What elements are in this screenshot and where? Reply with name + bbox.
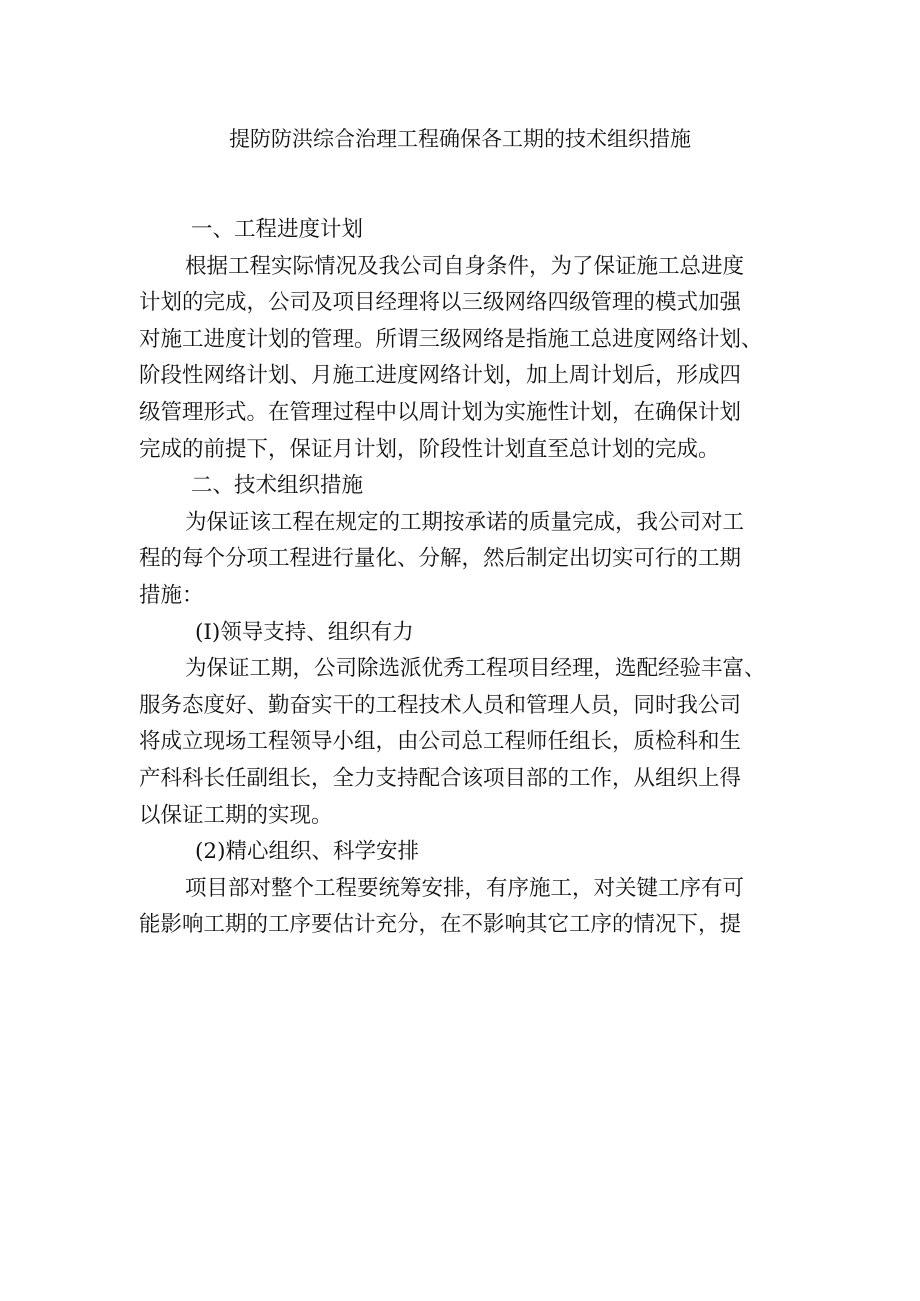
paragraph-line: 项目部对整个工程要统筹安排，有序施工，对关键工序有可 xyxy=(185,875,745,901)
paragraph-line: 产科科长任副组长，全力支持配合该项目部的工作，从组织上得 xyxy=(139,765,742,791)
subsection-heading-leadership: (I)领导支持、组织有力 xyxy=(195,619,414,645)
paragraph-line: 级管理形式。在管理过程中以周计划为实施性计划，在确保计划 xyxy=(139,399,742,425)
paragraph-line: 服务态度好、勤奋实干的工程技术人员和管理人员，同时我公司 xyxy=(139,692,742,718)
paragraph-line: 对施工进度计划的管理。所谓三级网络是指施工总进度网络计划、 xyxy=(139,326,763,352)
section-heading-schedule: 一、工程进度计划 xyxy=(191,217,364,242)
document-title: 提防防洪综合治理工程确保各工期的技术组织措施 xyxy=(229,127,691,151)
section-heading-technical-measures: 二、技术组织措施 xyxy=(191,473,364,499)
paragraph-line: 能影响工期的工序要估计充分，在不影响其它工序的情况下，提 xyxy=(139,912,742,938)
paragraph-line: 完成的前提下，保证月计划，阶段性计划直至总计划的完成。 xyxy=(139,436,720,462)
paragraph-line: 计划的完成，公司及项目经理将以三级网络四级管理的模式加强 xyxy=(139,290,742,316)
paragraph-line: 以保证工期的实现。 xyxy=(139,802,333,828)
paragraph-line: 阶段性网络计划、月施工进度网络计划，加上周计划后，形成四 xyxy=(139,363,742,389)
paragraph-line: 为保证工期，公司除选派优秀工程项目经理，选配经验丰富、 xyxy=(185,656,766,682)
paragraph-line: 根据工程实际情况及我公司自身条件，为了保证施工总进度 xyxy=(185,253,745,279)
paragraph-line: 为保证该工程在规定的工期按承诺的质量完成，我公司对工 xyxy=(185,509,745,535)
paragraph-line: 措施： xyxy=(139,582,204,608)
paragraph-line: 程的每个分项工程进行量化、分解，然后制定出切实可行的工期 xyxy=(139,546,742,572)
subsection-heading-organization: (2)精心组织、科学安排 xyxy=(195,839,419,865)
paragraph-line: 将成立现场工程领导小组，由公司总工程师任组长，质检科和生 xyxy=(139,729,742,755)
document-body xyxy=(139,212,787,944)
